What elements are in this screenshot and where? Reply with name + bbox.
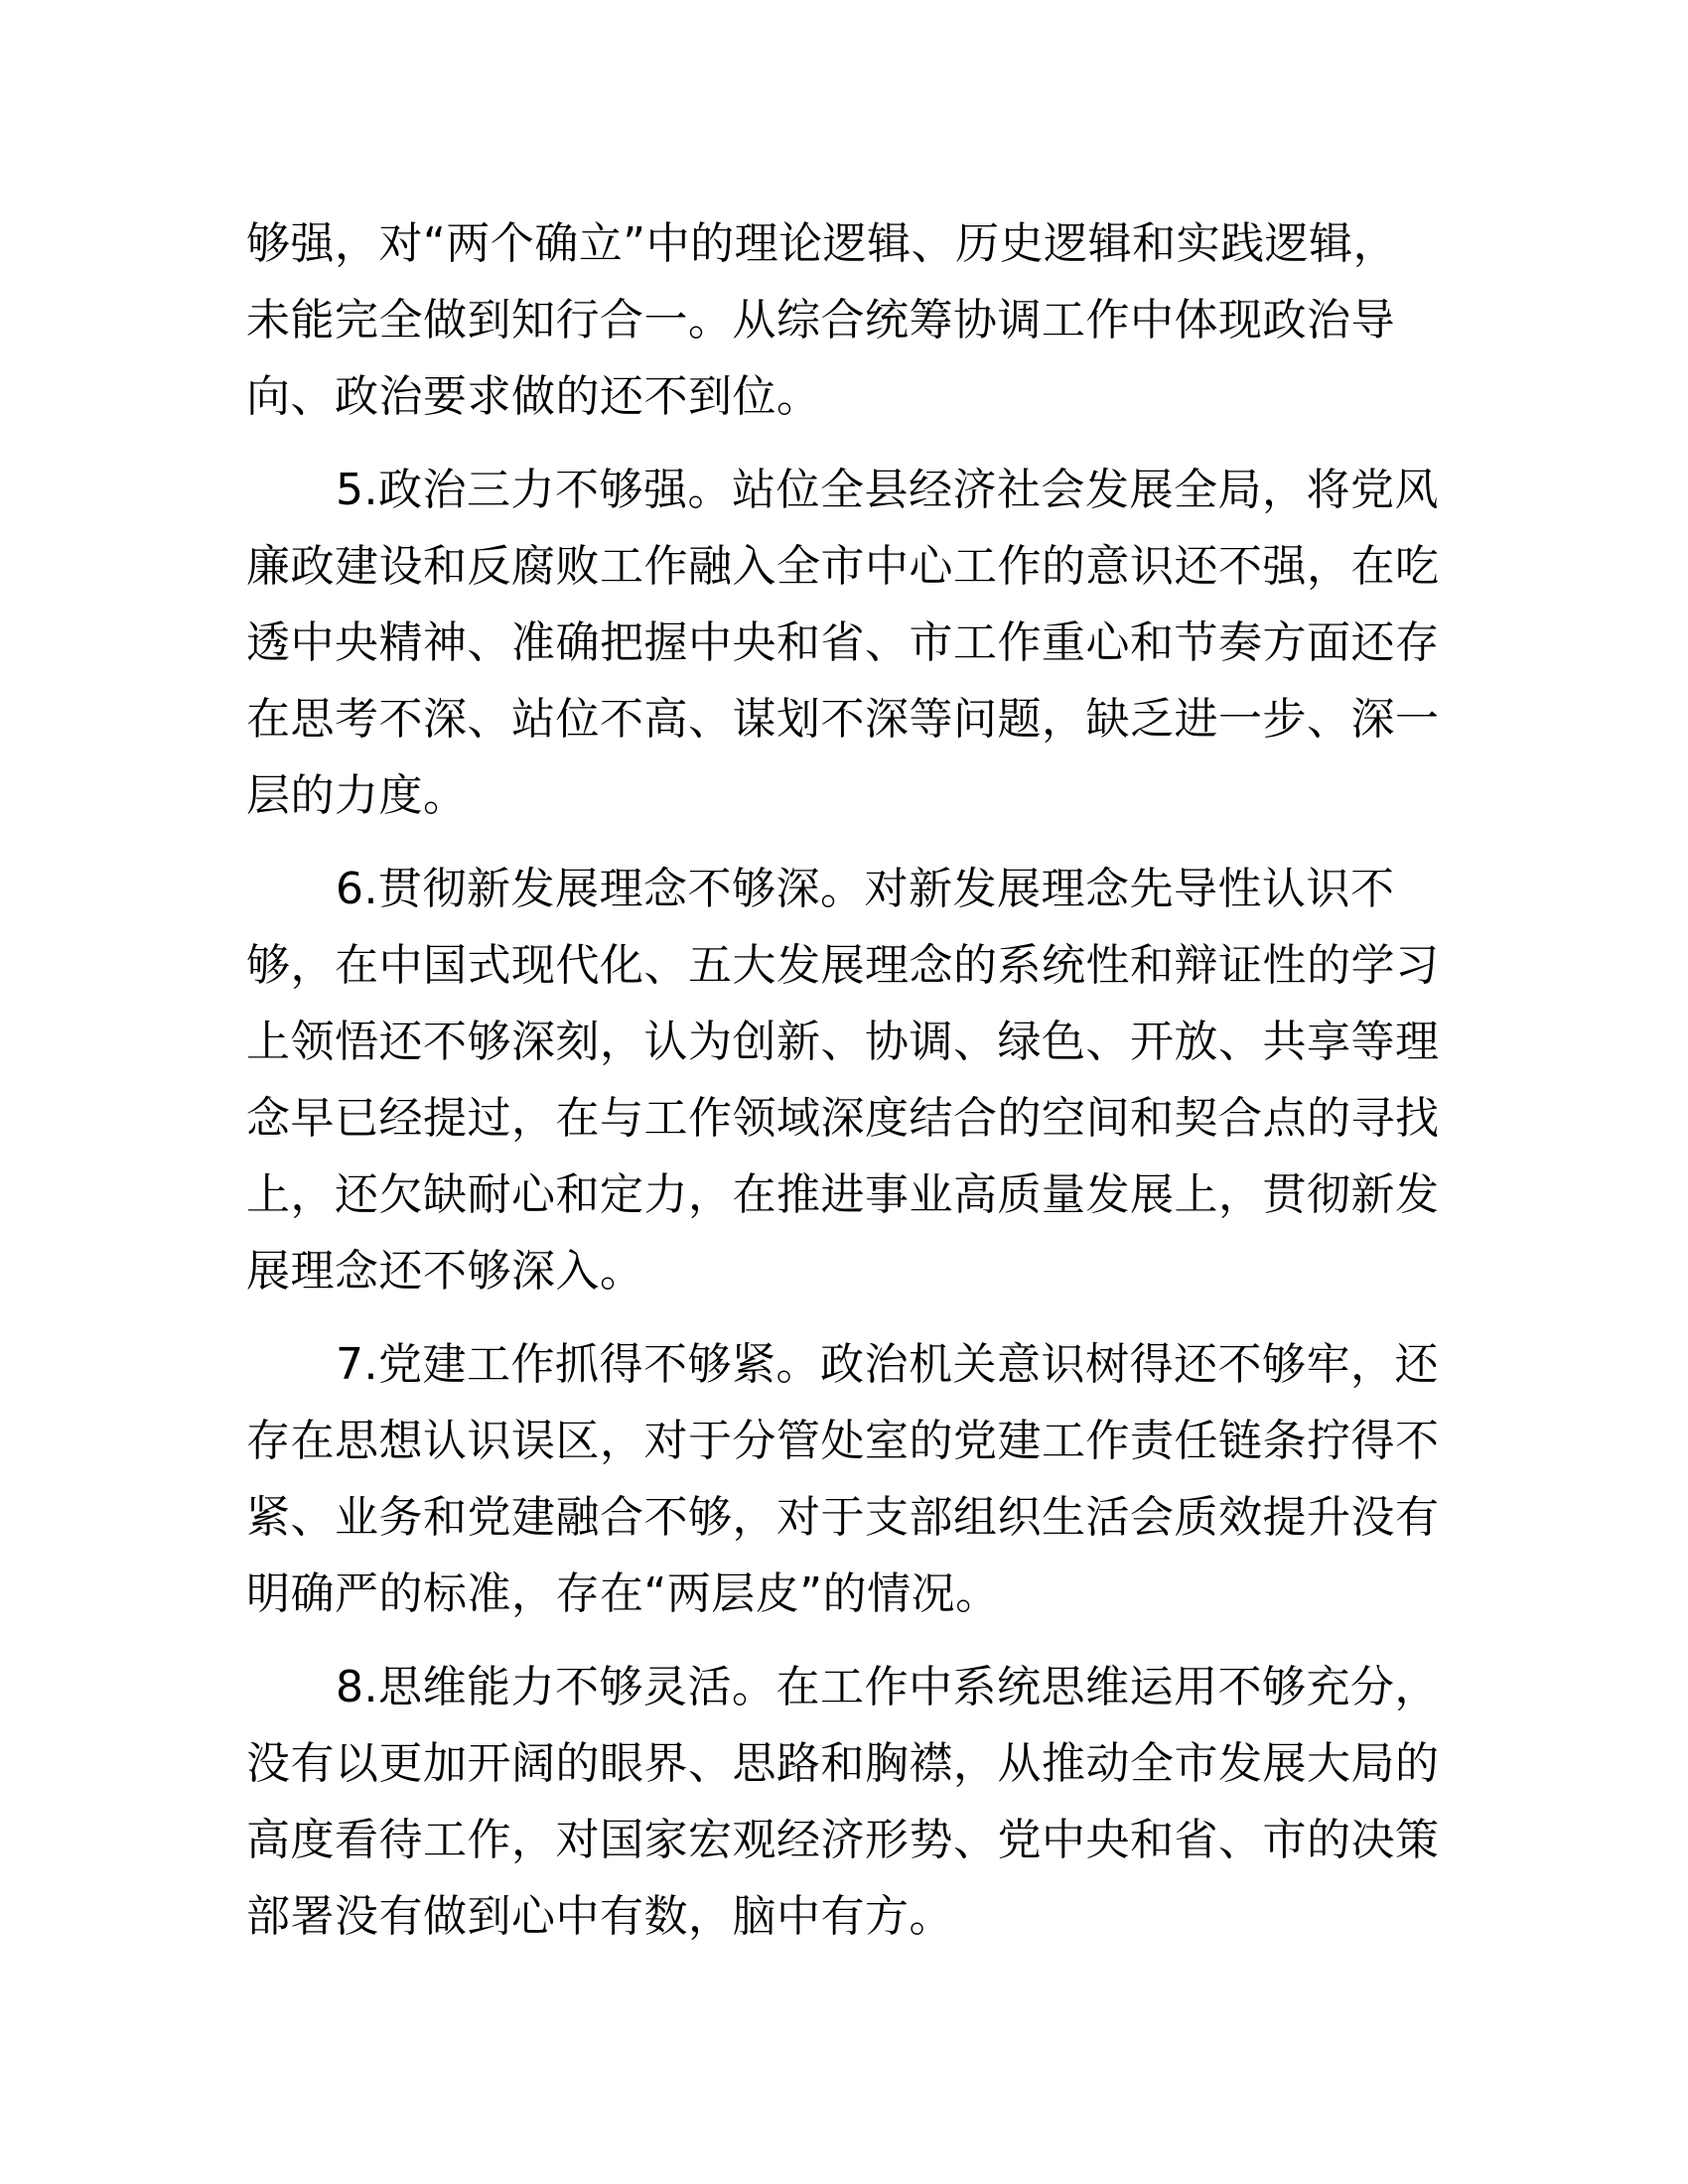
text-line: 层的力度。 (246, 770, 468, 821)
text-line: 8.思维能力不够灵活。在工作中系统思维运用不够充分， (336, 1662, 1439, 1712)
text-line: 上领悟还不够深刻，认为创新、协调、绿色、开放、共享等理 (246, 1017, 1440, 1067)
text-line: 没有以更加开阔的眼界、思路和胸襟，从推动全市发展大局的 (246, 1738, 1440, 1789)
paragraph-item-8 (246, 1649, 1438, 1955)
paragraph-item-7 (246, 1326, 1438, 1632)
text-line: 明确严的标准，存在“两层皮”的情况。 (246, 1569, 1000, 1619)
text-line: 部署没有做到心中有数，脑中有方。 (246, 1891, 953, 1942)
text-line: 上，还欠缺耐心和定力，在推进事业高质量发展上，贯彻新发 (246, 1169, 1440, 1220)
text-line: 够，在中国式现代化、五大发展理念的系统性和辩证性的学习 (246, 940, 1440, 991)
paragraph-item-5 (246, 452, 1438, 834)
text-line: 紧、业务和党建融合不够，对于支部组织生活会质效提升没有 (246, 1492, 1440, 1543)
text-line: 6.贯彻新发展理念不够深。对新发展理念先导性认识不 (336, 864, 1395, 914)
text-line: 念早已经提过，在与工作领域深度结合的空间和契合点的寻找 (246, 1093, 1440, 1144)
text-line: 向、政治要求做的还不到位。 (246, 371, 821, 422)
text-line: 高度看待工作，对国家宏观经济形势、党中央和省、市的决策 (246, 1815, 1440, 1865)
text-line: 7.党建工作抓得不够紧。政治机关意识树得还不够牢，还 (336, 1339, 1439, 1390)
text-line: 廉政建设和反腐败工作融入全市中心工作的意识还不强，在吃 (246, 541, 1440, 592)
text-line: 透中央精神、准确把握中央和省、市工作重心和节奏方面还存 (246, 617, 1440, 668)
text-line: 在思考不深、站位不高、谋划不深等问题，缺乏进一步、深一 (246, 694, 1440, 745)
document-page (246, 205, 1438, 1972)
text-line: 未能完全做到知行合一。从综合统筹协调工作中体现政治导 (246, 295, 1395, 345)
paragraph-continued (246, 205, 1438, 435)
paragraph-item-6 (246, 851, 1438, 1309)
text-line: 5.政治三力不够强。站位全县经济社会发展全局，将党风 (336, 465, 1439, 515)
text-line: 存在思想认识误区，对于分管处室的党建工作责任链条拧得不 (246, 1416, 1440, 1466)
text-line: 够强，对“两个确立”中的理论逻辑、历史逻辑和实践逻辑， (246, 218, 1398, 269)
text-line: 展理念还不够深入。 (246, 1246, 644, 1297)
